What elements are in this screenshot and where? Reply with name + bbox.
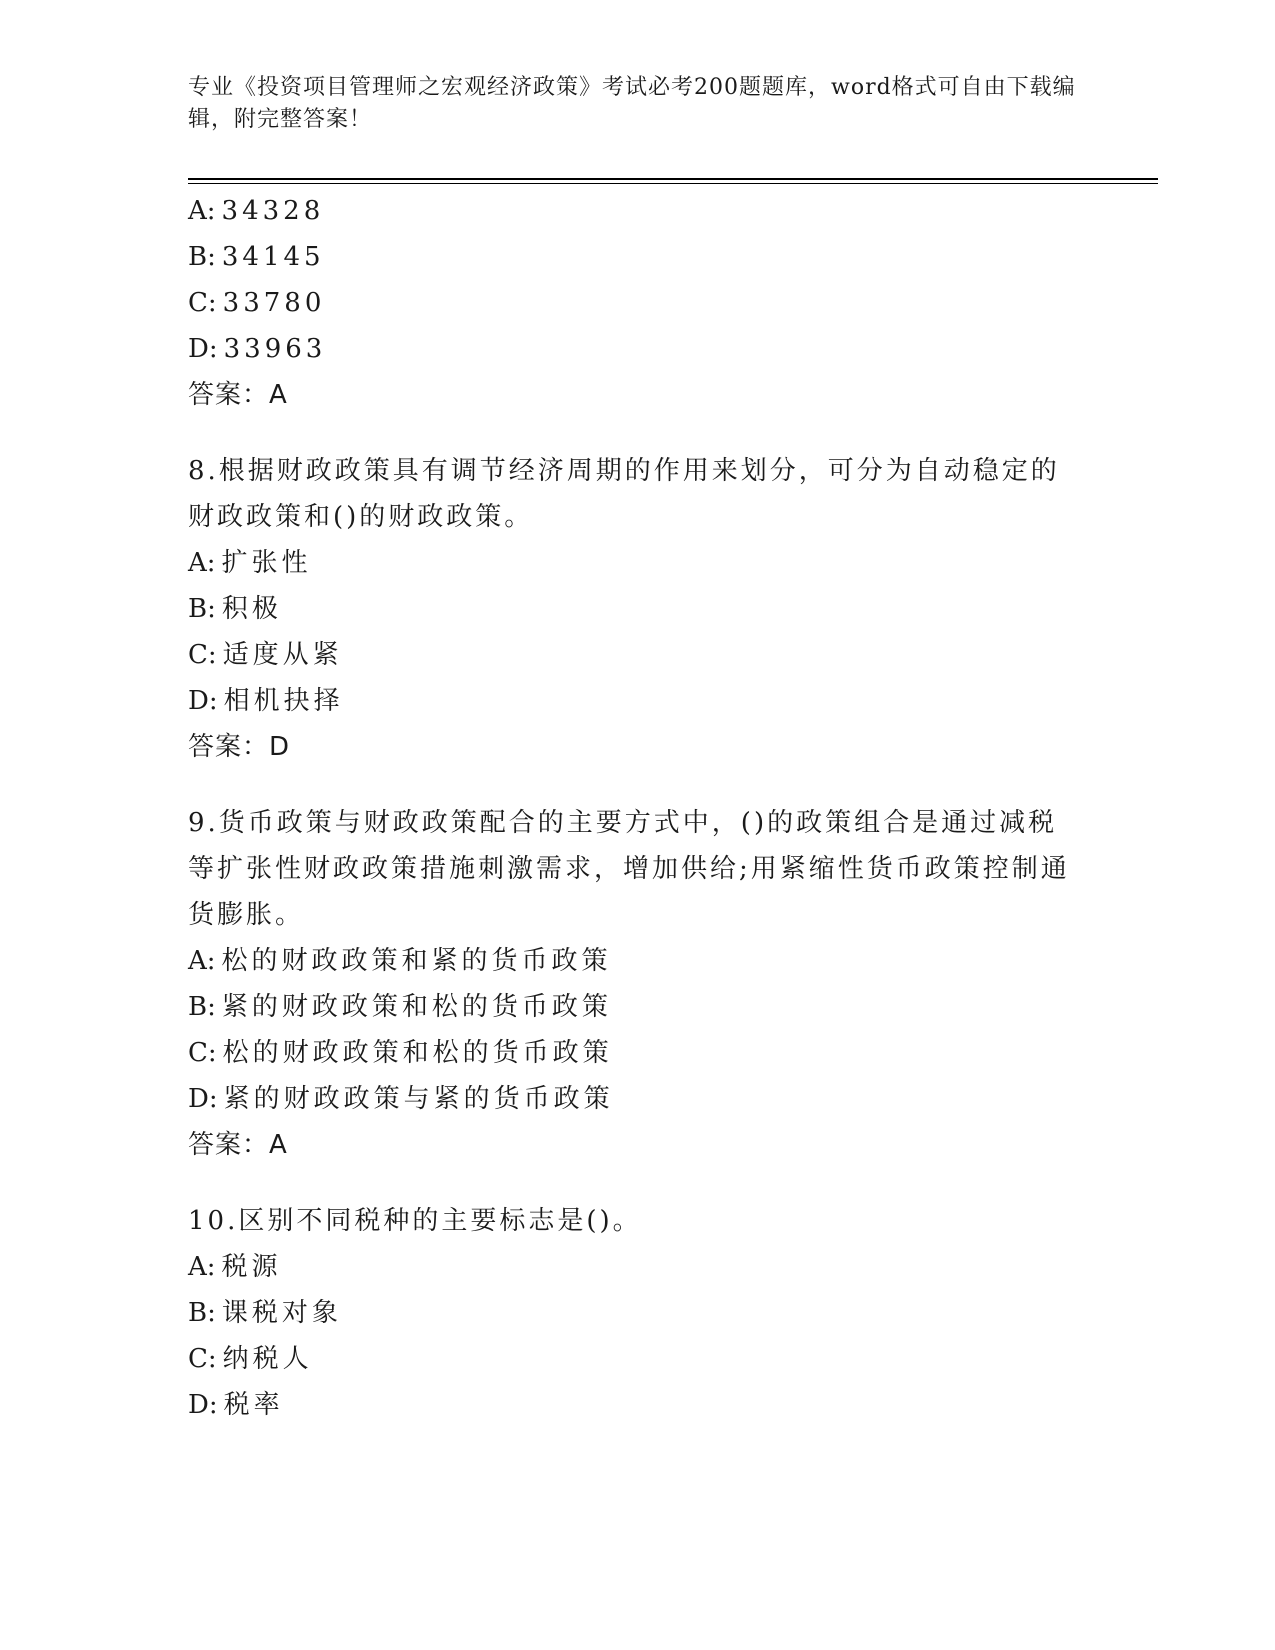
answer-line: 答案：D — [188, 732, 291, 762]
option-b: B: 课税对象 — [188, 1298, 342, 1328]
question-9 — [188, 800, 1088, 1168]
option-a: A: 34328 — [188, 196, 325, 226]
question-7 — [188, 188, 1088, 418]
question-stem-line: 8.根据财政政策具有调节经济周期的作用来划分，可分为自动稳定的 — [188, 456, 1060, 486]
option-d: D: 税率 — [188, 1390, 284, 1420]
option-a: A: 扩张性 — [188, 548, 312, 578]
option-b: B: 积极 — [188, 594, 282, 624]
question-list — [188, 188, 1088, 1428]
question-10 — [188, 1198, 1088, 1428]
answer-line: 答案：A — [188, 380, 288, 410]
option-c: C: 适度从紧 — [188, 640, 343, 670]
question-stem-line: 10.区别不同税种的主要标志是()。 — [188, 1206, 642, 1236]
option-d: D: 相机抉择 — [188, 686, 344, 716]
option-c: C: 33780 — [188, 288, 326, 318]
page-header-title: 专业《投资项目管理师之宏观经济政策》考试必考200题题库，word格式可自由下载编辑，附完整答案！ — [188, 75, 1076, 132]
header-divider-thin — [188, 183, 1158, 184]
option-a: A: 税源 — [188, 1252, 282, 1282]
question-stem-line: 货膨胀。 — [188, 900, 305, 930]
option-c: C: 松的财政政策和松的货币政策 — [188, 1038, 613, 1068]
question-stem-line: 9.货币政策与财政政策配合的主要方式中，()的政策组合是通过减税 — [188, 808, 1058, 838]
question-stem-line: 财政政策和()的财政政策。 — [188, 502, 534, 532]
option-c: C: 纳税人 — [188, 1344, 313, 1374]
option-b: B: 紧的财政政策和松的货币政策 — [188, 992, 612, 1022]
option-d: D: 紧的财政政策与紧的货币政策 — [188, 1084, 614, 1114]
question-stem-line: 等扩张性财政政策措施刺激需求，增加供给;用紧缩性货币政策控制通 — [188, 854, 1070, 884]
option-b: B: 34145 — [188, 242, 325, 272]
option-a: A: 松的财政政策和紧的货币政策 — [188, 946, 612, 976]
question-8 — [188, 448, 1088, 770]
answer-line: 答案：A — [188, 1130, 288, 1160]
option-d: D: 33963 — [188, 334, 327, 364]
header-divider-thick — [188, 178, 1158, 180]
